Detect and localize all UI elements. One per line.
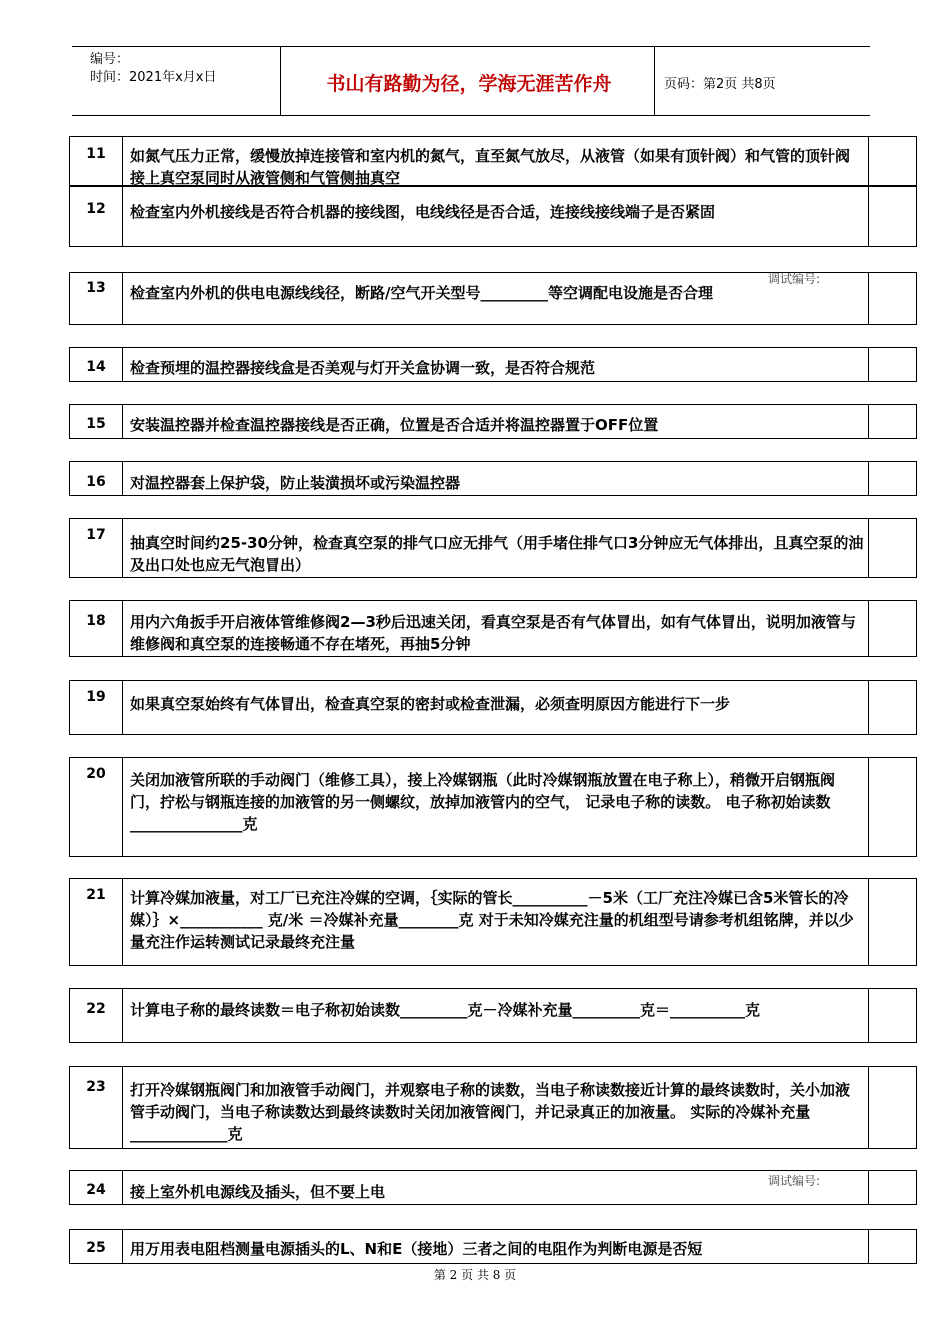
row-text: 计算冷媒加液量，对工厂已充注冷媒的空调，｛实际的管长__________－5米（工厂充注冷媒已含5米管长的冷媒）｝×___________ 克/米 ＝冷媒补充量________克 对于未知冷媒充注量的机组型号请参考机组铭牌，并以少量充注作运转测试记录最终充注量 — [130, 889, 854, 951]
table-row — [69, 461, 917, 496]
table-row — [69, 404, 917, 439]
table-row — [69, 186, 917, 247]
row-number: 15 — [86, 416, 106, 432]
row-text: 检查室内外机的供电电源线线径，断路/空气开关型号_________等空调配电设施是否合理 — [130, 284, 713, 302]
debug-code-label: 调试编号: — [768, 1174, 821, 1188]
page-footer: 第 2 页 共 8 页 — [433, 1268, 517, 1282]
row-text: 抽真空时间约25-30分钟，检查真空泵的排气口应无排气（用手堵住排气口3分钟应无气体排出，且真空泵的油及出口处也应无气泡冒出） — [130, 534, 864, 574]
table-row — [69, 518, 917, 578]
row-text: 对温控器套上保护袋，防止装潢损坏或污染温控器 — [130, 474, 461, 492]
table-row — [69, 347, 917, 382]
header-divider — [654, 47, 655, 115]
row-number: 17 — [86, 527, 106, 543]
debug-code-label: 调试编号: — [768, 272, 821, 286]
row-number: 14 — [86, 359, 106, 375]
time-label: 时间：2021年x月x日 — [90, 70, 217, 85]
table-row — [69, 1229, 917, 1264]
table-row — [69, 988, 917, 1043]
row-number: 13 — [86, 280, 106, 296]
number-label: 编号： — [90, 52, 130, 67]
row-text: 接上室外机电源线及插头，但不要上电 — [130, 1183, 386, 1201]
row-text: 计算电子称的最终读数＝电子称初始读数_________克－冷媒补充量_________克＝__________克 — [130, 1001, 761, 1019]
row-number: 24 — [86, 1182, 106, 1198]
page-info: 页码：第2页 共8页 — [664, 77, 776, 92]
table-row — [69, 136, 917, 186]
row-number: 18 — [86, 613, 106, 629]
row-number: 21 — [86, 887, 106, 903]
page-header — [72, 46, 870, 116]
row-text: 用万用表电阻档测量电源插头的L、N和E（接地）三者之间的电阻作为判断电源是否短 — [130, 1240, 703, 1258]
row-text: 检查室内外机接线是否符合机器的接线图，电线线径是否合适，连接线接线端子是否紧固 — [130, 203, 716, 221]
header-motto: 书山有路勤为径，学海无涯苦作舟 — [326, 73, 612, 95]
row-number: 11 — [86, 146, 106, 162]
header-divider — [280, 47, 281, 115]
table-row — [69, 878, 917, 966]
row-text: 打开冷媒钢瓶阀门和加液管手动阀门，并观察电子称的读数，当电子称读数接近计算的最终读数时，关小加液管手动阀门，当电子称读数达到最终读数时关闭加液管阀门，并记录真正的加液量。 实际的冷媒补充量 _____________克 — [130, 1081, 851, 1143]
row-number: 19 — [86, 689, 106, 705]
table-row — [69, 1066, 917, 1149]
header-info — [90, 51, 216, 87]
row-number: 12 — [86, 201, 106, 217]
row-number: 23 — [86, 1079, 106, 1095]
table-row — [69, 757, 917, 857]
row-number: 25 — [86, 1240, 106, 1256]
row-text: 如氮气压力正常，缓慢放掉连接管和室内机的氮气，直至氮气放尽，从液管（如果有顶针阀）和气管的顶针阀接上真空泵同时从液管侧和气管侧抽真空 — [130, 147, 851, 187]
row-number: 22 — [86, 1001, 106, 1017]
row-text: 用内六角扳手开启液体管维修阀2—3秒后迅速关闭，看真空泵是否有气体冒出，如有气体冒出，说明加液管与维修阀和真空泵的连接畅通不存在堵死，再抽5分钟 — [130, 613, 856, 653]
row-text: 如果真空泵始终有气体冒出，检查真空泵的密封或检查泄漏，必须查明原因方能进行下一步 — [130, 695, 731, 713]
row-text: 检查预埋的温控器接线盒是否美观与灯开关盒协调一致，是否符合规范 — [130, 359, 596, 377]
row-text: 关闭加液管所联的手动阀门（维修工具），接上冷媒钢瓶（此时冷媒钢瓶放置在电子称上），稍微开启钢瓶阀门，拧松与钢瓶连接的加液管的另一侧螺纹，放掉加液管内的空气， 记录电子称的读数。 电子称初始读数_______________克 — [130, 771, 836, 833]
row-number: 20 — [86, 766, 106, 782]
row-number: 16 — [86, 474, 106, 490]
table-row — [69, 600, 917, 657]
table-row — [69, 680, 917, 735]
row-text: 安装温控器并检查温控器接线是否正确，位置是否合适并将温控器置于OFF位置 — [130, 416, 659, 434]
